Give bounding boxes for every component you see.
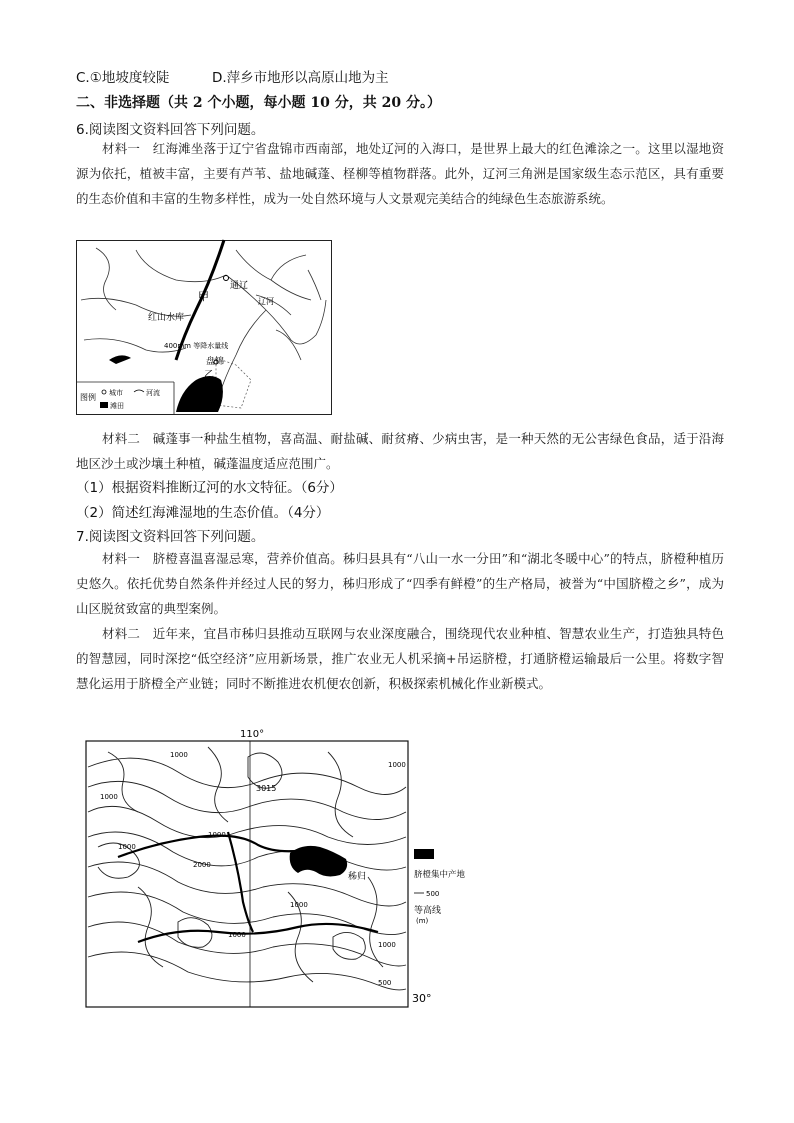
map2-legend-contour-value: 500 <box>426 890 440 898</box>
map2-lon-label: 110° <box>240 729 265 740</box>
map1-isoline-label: 400mm 等降水量线 <box>164 342 229 350</box>
map1-region-label: 甲 <box>198 290 209 303</box>
q6-stem: 6.阅读图文资料回答下列问题。 <box>76 122 265 138</box>
q6-question1: （1）根据资料推断辽河的水文特征。（6分） <box>76 480 343 496</box>
q7-stem: 7.阅读图文资料回答下列问题。 <box>76 529 265 545</box>
map1-legend-title: 图例 <box>80 393 96 402</box>
map2-legend-contour-label: 等高线 <box>414 906 442 916</box>
map1-pj-label: 盘锦 <box>206 357 225 367</box>
map1-yi-label: 乙 <box>204 370 214 381</box>
option-d: D.萍乡市地形以高原山地为主 <box>212 70 389 86</box>
contour-label: 1000 <box>228 931 246 939</box>
map2-lat-label: 30° <box>412 992 432 1005</box>
map1-legend-city: 城市 <box>109 389 123 397</box>
q7-material1: 材料一 脐橙喜温喜湿忌寒，营养价值高。秭归县具有“八山一水一分田”和“湖北冬暖中心”的特点，脐橙种植历史悠久。依托优势自然条件并经过人民的努力，秭归形成了“四季有鲜橙”的生产格局，被誉为“中国脐橙之乡”，成为山区脱贫致富的典型案例。 <box>76 551 724 616</box>
option-c: C.①地坡度较陡 <box>76 70 170 86</box>
contour-label: 1000 <box>208 831 226 839</box>
q7-material2: 材料二 近年来，宜昌市秭归县推动互联网与农业深度融合，围绕现代农业种植、智慧农业生产，打造独具特色的智慧园，同时深挖“低空经济”应用新场景，推广农业无人机采摘+吊运脐橙，打通脐橙运输最后一公里。将数字智慧化运用于脐橙全产业链；同时不断推进农机便农创新，积极探索机械化作业新模式。 <box>76 626 724 691</box>
liaohe-map <box>76 240 332 415</box>
contour-label: 1000 <box>290 901 308 909</box>
q6-material2: 材料二 碱蓬事一种盐生植物，喜高温、耐盐碱、耐贫瘠、少病虫害，是一种天然的无公害绿色食品，适于沿海地区沙土或沙壤土种植，碱蓬温度适应范围广。 <box>76 431 724 471</box>
section-title: 二、非选择题（共 2 个小题，每小题 10 分，共 20 分。） <box>76 95 441 111</box>
contour-label: 1000 <box>378 941 396 949</box>
map1-city-label: 通辽 <box>230 281 249 291</box>
contour-label: 500 <box>378 979 392 987</box>
contour-label: 1000 <box>118 843 136 851</box>
zigui-contour-map <box>78 727 466 1012</box>
contour-label: 1000 <box>170 751 188 759</box>
map2-place-label: 秭归 <box>348 872 367 882</box>
map2-peak-label: 3015 <box>256 784 277 793</box>
q6-question2: （2）简述红海滩湿地的生态价值。（4分） <box>76 505 330 521</box>
q6-material1: 材料一 红海滩坐落于辽宁省盘锦市西南部，地处辽河的入海口，是世界上最大的红色滩涂之一。这里以湿地资源为依托，植被丰富，主要有芦苇、盐地碱蓬、柽柳等植物群落。此外，辽河三角洲是国家级生态示范区，具有重要的生态价值和丰富的生物多样性，成为一处自然环境与人文景观完美结合的纯绿色生态旅游系统。 <box>76 141 724 206</box>
map2-legend-orchard: 脐橙集中产地 <box>414 870 466 880</box>
map1-river-label: 辽河 <box>258 297 274 306</box>
map1-legend-wetland: 滩田 <box>110 402 124 410</box>
map2-legend-unit: (m) <box>416 917 429 925</box>
map1-legend-river: 河流 <box>146 389 160 397</box>
contour-label: 2000 <box>193 861 211 869</box>
contour-label: 1000 <box>388 761 406 769</box>
contour-label: 1000 <box>100 793 118 801</box>
map1-reservoir-label: 红山水库 <box>148 313 185 323</box>
